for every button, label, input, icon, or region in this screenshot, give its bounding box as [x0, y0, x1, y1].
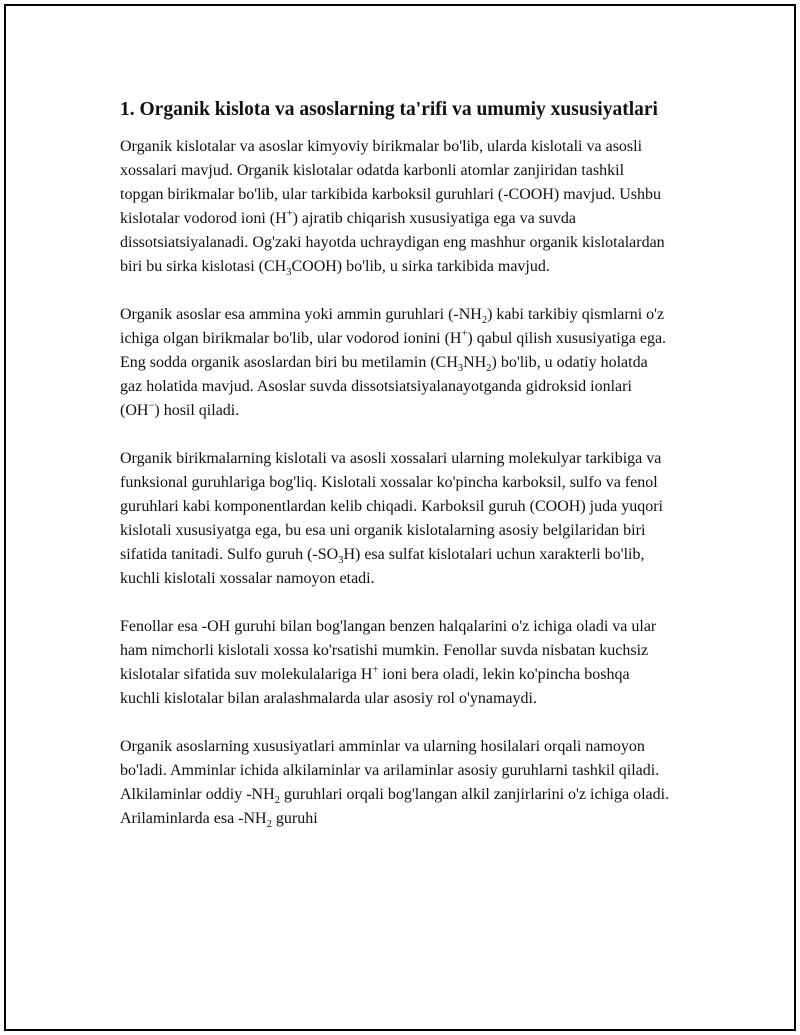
- section-heading: 1. Organik kislota va asoslarning ta'rifi va umumiy xususiyatlari: [120, 99, 658, 120]
- paragraph-text: guruhi: [271, 810, 318, 827]
- paragraph-text: Organik asoslarning xususiyatlari amminlar va ularning hosilalari orqali namoyon bo'ladi. Amminlar ichida alkilaminlar va arilaminlar asosiy guruhlarni tashkil qiladi. Alkilaminlar oddiy -NH: [120, 738, 660, 803]
- subscript-text: 3: [338, 555, 344, 567]
- body-paragraph: [120, 135, 670, 279]
- paragraph-text: ) kabi tarkibiy qismlarni o'z ichiga olgan birikmalar bo'lib, ular vodorod ionini (H: [120, 306, 665, 347]
- subscript-text: 2: [266, 819, 272, 831]
- subscript-text: 3: [457, 363, 464, 375]
- paragraph-text: ) hosil qiladi.: [154, 402, 240, 419]
- body-paragraph: [120, 303, 670, 423]
- paragraph-text: ioni bera oladi, lekin ko'pincha boshqa kuchli kislotalar bilan aralashmalarda ular asosiy rol o'ynamaydi.: [120, 666, 630, 707]
- paragraph-text: guruhlari orqali bog'langan alkil zanjirlarini o'z ichiga oladi. Arilaminlarda esa -NH: [120, 786, 670, 827]
- paragraph-text: ) qabul qilish xususiyatiga ega. Eng sodda organik asoslardan biri bu metilamin (CH: [120, 330, 667, 371]
- paragraph-text: ) bo'lib, u odatiy holatda gaz holatida mavjud. Asoslar suvda dissotsiatsiyalanayotganda gidroksid ionlari (OH: [120, 354, 648, 419]
- subscript-text: 2: [274, 795, 280, 807]
- superscript-text: +: [461, 328, 468, 340]
- superscript-text: +: [372, 664, 379, 676]
- body-paragraph: [120, 615, 670, 711]
- document-body: [120, 96, 670, 855]
- body-paragraph: [120, 447, 670, 591]
- paragraph-text: ) ajratib chiqarish xususiyatiga ega va suvda dissotsiatsiyalanadi. Og'zaki hayotda uchraydigan eng mashhur organik kislotalardan biri bu sirka kislotasi (CH: [120, 210, 665, 275]
- document-page: [4, 4, 796, 1031]
- paragraph-text: Organik asoslar esa ammina yoki ammin guruhlari (-NH: [120, 306, 482, 323]
- paragraph-text: COOH) bo'lib, u sirka tarkibida mavjud.: [291, 258, 550, 275]
- superscript-text: +: [286, 208, 293, 220]
- subscript-text: 3: [286, 267, 292, 279]
- paragraph-text: H) esa sulfat kislotalari uchun xarakterli bo'lib, kuchli kislotali xossalar namoyon etadi.: [120, 546, 645, 587]
- paragraph-text: NH: [463, 354, 487, 371]
- paragraph-list: [120, 135, 670, 831]
- subscript-text: 2: [486, 363, 492, 375]
- superscript-text: −: [148, 400, 155, 412]
- subscript-text: 2: [481, 315, 488, 327]
- paragraph-text: Organik birikmalarning kislotali va asosli xossalari ularning molekulyar tarkibiga va funksional guruhlariga bog'liq. Kislotali xossalar ko'pincha karboksil, sulfo va fenol guruhlari kabi komponentlardan kelib chiqadi. Karboksil guruh (COOH) juda yuqori kislotali xususiyatga ega, bu esa uni organik kislotalarning asosiy belgilaridan biri sifatida tanitadi. Sulfo guruh (-SO: [120, 450, 663, 563]
- paragraph-text: Fenollar esa -OH guruhi bilan bog'langan benzen halqalarini o'z ichiga oladi va ular ham nimchorli kislotali xossa ko'rsatishi mumkin. Fenollar suvda nisbatan kuchsiz kislotalar sifatida suv molekulalariga H: [120, 618, 657, 683]
- body-paragraph: [120, 735, 670, 831]
- paragraph-text: Organik kislotalar va asoslar kimyoviy birikmalar bo'lib, ularda kislotali va asosli xossalari mavjud. Organik kislotalar odatda karbonli atomlar zanjiridan tashkil topgan birikmalar bo'lib, ular tarkibida karboksil guruhlari (-COOH) mavjud. Ushbu kislotalar vodorod ioni (H: [120, 138, 661, 227]
